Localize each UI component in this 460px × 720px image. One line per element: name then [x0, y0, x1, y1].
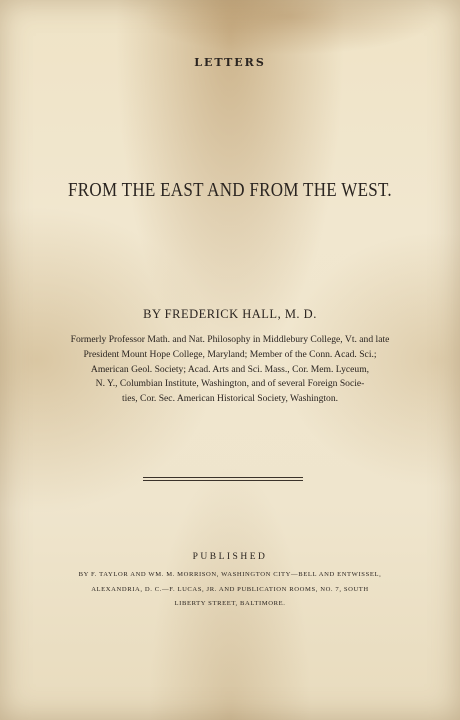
author-credentials	[40, 333, 420, 407]
credentials-line: N. Y., Columbian Institute, Washington, and of several Foreign Socie-	[95, 378, 365, 390]
published-label: PUBLISHED	[192, 552, 268, 562]
credentials-line: Formerly Professor Math. and Nat. Philosophy in Middlebury College, Vt. and late	[70, 334, 390, 345]
divider-rule	[143, 477, 303, 481]
series-title: LETTERS	[194, 56, 266, 69]
credentials-line: ties, Cor. Sec. American Historical Society, Washington.	[121, 393, 339, 405]
book-title: FROM THE EAST AND FROM THE WEST.	[68, 178, 392, 201]
publisher-imprint	[20, 568, 440, 612]
imprint-line: LIBERTY STREET, BALTIMORE.	[174, 600, 286, 607]
credentials-line: American Geol. Society; Acad. Arts and Sci. Mass., Cor. Mem. Lyceum,	[90, 363, 370, 375]
author-line: BY FREDERICK HALL, M. D.	[143, 307, 317, 321]
imprint-line: BY F. TAYLOR AND WM. M. MORRISON, WASHINGTON CITY—BELL AND ENTWISSEL,	[78, 571, 382, 578]
imprint-line: ALEXANDRIA, D. C.—F. LUCAS, JR. AND PUBLICATION ROOMS, NO. 7, SOUTH	[91, 585, 369, 593]
credentials-line: President Mount Hope College, Maryland; Member of the Conn. Acad. Sci.;	[83, 348, 377, 360]
water-stain	[140, 0, 440, 55]
